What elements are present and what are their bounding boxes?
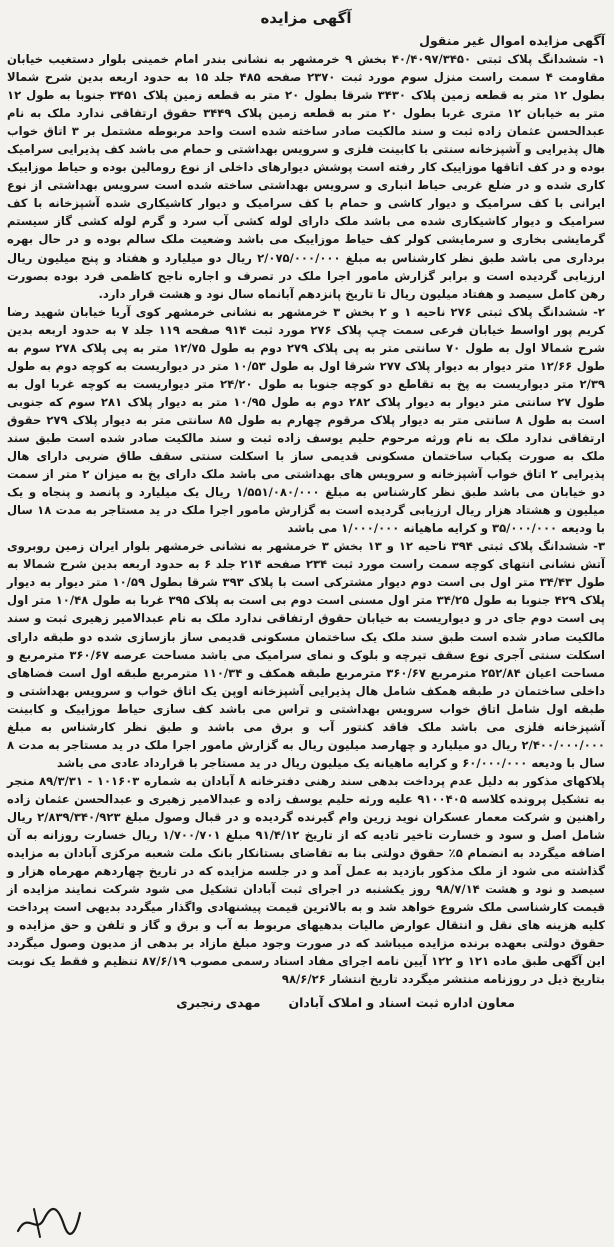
handwritten-signature-icon [14, 1201, 84, 1241]
signature-line [7, 994, 605, 1012]
notice-subtitle: آگهی مزایده اموال غیر منقول [419, 33, 605, 48]
notice-paragraph-2: ۲- ششدانگ پلاک ثبتی ۲۷۶ ناحیه ۱ و ۲ بخش ۳ خرمشهر به نشانی خرمشهر کوی آریا خیابان شهید رضا کریم پور اواسط خیابان فرعی سمت چپ پلاک ۲۷۶ مورد ثبت ۹۱۴ صفحه ۱۱۹ جلد ۷ به حدود اربعه بدین شرح شمالا اول به طول ۷۰ سانتی متر به پی پلاک ۲۷۹ دوم به طول ۱۲/۷۵ متر به پی پلاک ۲۷۸ سوم به طول ۱۲/۶۶ متر دیوار به دیوار پلاک ۲۷۷ شرقا اول به طول ۱۰/۵۳ متر در دیواریست به کوچه دوم به طول ۲/۳۹ متر دیواریست به پخ به تقاطع دو کوچه جنوبا به طول ۲۴/۲۰ متر دیواریست به کوچه غربا اول به طول ۲۷ سانتی متر دیوار به دیوار پلاک ۲۸۲ دوم به طول ۱۰/۹۵ متر به دیوار پلاک ۲۸۱ سوم که جنوبی است به طول ۸ سانتی متر به دیوار پلاک مرقوم چهارم به طول ۸۵ سانتی متر به دیوار پلاک ۲۷۹ حقوق ارتفاقی ندارد ملک به نام ورثه مرحوم حلیم یوسف زاده ثبت و سند مالکیت صادر شده است طبق سند ملک به صورت یکباب ساختمان مسکونی قدیمی ساز با اسکلت سنتی سقف طاق ضربی دارای هال پذیرایی ۲ اتاق خواب آشپزخانه و سرویس های بهداشتی می باشد ملک دارای پخ به میزان ۲ متر از سمت دو خیابان می باشد طبق نظر کارشناس به مبلغ ۱/۵۵۱/۰۸۰/۰۰۰ ریال یک میلیارد و پانصد و پنجاه و یک میلیون و هشتاد هزار ریال ارزیابی گردیده است به گزارش مامور اجرا ملک در ید مستاجر به مدت ۱۸ سال با ودیعه ۳۵/۰۰۰/۰۰۰ و کرایه ماهیانه ۱/۰۰۰/۰۰۰ می باشد [7, 304, 606, 536]
signature-office: معاون اداره ثبت اسناد و املاک آبادان [288, 995, 515, 1011]
notice-paragraph-1: ۱- ششدانگ پلاک ثبتی ۴۰/۴۰۹۷/۳۴۵۰ بخش ۹ خرمشهر به نشانی بندر امام خمینی بلوار دستغیب خیابان مقاومت ۴ سمت راست منزل سوم مورد ثبت ۲۳۷۰ صفحه ۴۸۵ جلد ۱۵ به حدود اربعه بدین شرح شمالا بطول ۱۲ متر به قطعه زمین پلاک ۳۴۳۰ شرقا بطول ۲۰ متر به قطعه زمین پلاک ۳۴۵۱ جنوبا به طول ۱۲ متر به خیابان ۱۲ متری غربا بطول ۲۰ متر به قطعه زمین پلاک ۳۴۴۹ حقوق ارتفاقی ندارد ملک به نام عبدالحسن عثمان زاده ثبت و سند مالکیت صادر ساخته شده است واحد مربوطه مشتمل بر ۳ اتاق خواب هال پذیرایی و آشپزخانه سنتی با کابینت فلزی و سرویس بهداشتی و حمام می باشد کف پذیرایی سرامیک بوده و در کف اتاقها موزاییک کار رفته است پوشش دیوارهای داخلی از نوع رومالین بوده و حیاط موزاییک کاری شده و در ضلع غربی حیاط انباری و سرویس بهداشتی ساخته شده است سرویس بهداشتی از نوع ایرانی با کف سرامیک و دیوار کاشی و حمام با کف سرامیک و دیوار کاشیکاری شده آشپزخانه با کف سرامیک و دیوار کاشیکاری شده می باشد ملک دارای لوله کشی آب سرد و گرم لوله کشی گاز سیستم گرمایشی بخاری و سرمایشی کولر کف حیاط موزاییک می باشد وضعیت ملک سالم بوده و در حال بهره برداری می باشد طبق نظر کارشناس به مبلغ ۲/۰۷۵/۰۰۰/۰۰۰ ریال دو میلیارد و هفتاد و پنج میلیون ریال ارزیابی گردیده است و برابر گزارش مامور اجرا ملک در تصرف و اجاره ناجح کاظمی فرد بوده بصورت رهن کامل سیصد و هفتاد میلیون ریال تا تاریخ پانزدهم آبانماه سال نود و هشت قرار دارد. [7, 52, 606, 301]
notice-title: آگهی مزایده [260, 9, 352, 27]
notice-paragraph-3: ۳- ششدانگ پلاک ثبتی ۳۹۴ ناحیه ۱۲ و ۱۳ بخش ۳ خرمشهر به نشانی خرمشهر بلوار ایران زمین روبروی آتش نشانی انتهای کوچه سمت راست مورد ثبت ۲۳۴ صفحه ۲۱۴ جلد ۶ به حدود اربعه بدین شرح شمالا به طول ۳۴/۴۳ متر اول بی است دوم دیوار مشترکی است با پلاک ۳۹۳ شرقا بطول ۱۰/۵۹ متر دیوار به دیوار پلاک ۴۲۹ جنوبا به طول ۳۴/۲۵ متر اول مسنی است دوم بی است به پلاک ۳۹۵ غربا به طول ۱۰/۴۸ متر اول پی است دوم جای در و دیواریست به خیابان حقوق ارتفاقی ندارد ملک به نام عبدالامیر زهیری ثبت و سند مالکیت صادر شده است طبق سند ملک یک ساختمان مسکونی قدیمی ساز بازسازی شده دو طبقه دارای اسکلت سنتی آجری نوع سقف تیرچه و بلوک و نمای سرامیک می باشد مساحت عرصه ۳۶۰/۶۷ مترمربع و مساحت اعیان ۲۵۲/۸۴ مترمربع ۳۶۰/۶۷ مترمربع طبقه همکف و ۱۱۰/۳۴ مترمربع طبقه اول است فضاهای داخلی ساختمان در طبقه همکف شامل هال پذیرایی آشپزخانه اوپن یک اتاق خواب و سرویس بهداشتی و طبقه اول شامل اتاق خواب سرویس بهداشتی و تراس می باشد کف سازی حیاط موزاییک و کابینت آشپزخانه فلزی می باشد ملک فاقد کنتور آب و برق می باشد و طبق نظر کارشناس به مبلغ ۲/۴۰۰/۰۰۰/۰۰۰ ریال دو میلیارد و چهارصد میلیون ریال به گزارش مامور اجرا ملک در ید مستاجر به مدت ۸ سال با ودیعه ۶۰/۰۰۰/۰۰۰ و کرایه ماهیانه یک میلیون ریال در ید مستاجر با قرارداد عادی می باشد [7, 539, 606, 770]
signature-name: مهدی رنجبری [176, 995, 261, 1011]
notice-paragraph-4: پلاکهای مذکور به دلیل عدم پرداخت بدهی سند رهنی دفترخانه ۸ آبادان به شماره ۱۰۱۶۰۳ - ۸۹/۳/۳۱ منجر به تشکیل پرونده کلاسه ۹۱۰۰۴۰۵ علیه ورثه حلیم یوسف زاده و عبدالامیر زهیری و عبدالحسن عثمان زاده راهنین و شرکت معمار عسکران نوید زرین وام گیرنده گردیده و در قبال وصول مبلغ ۲/۸۳۹/۳۴۰/۹۲۳ ریال شامل اصل و سود و خسارت تاخیر تادیه که از تاریخ ۹۱/۴/۱۲ مبلغ ۱/۷۰۰/۷۰۱ ریال خسارت روزانه به آن اضافه میگردد به انضمام ۵٪ حقوق دولتی بنا به تقاضای بستانکار بانک ملت شعبه مرکزی آبادان به مزایده گذاشته می شود از ملک مذکور بازدید به عمل آمد و در جلسه مزایده که در تاریخ چهاردهم مهرماه هزار و سیصد و نود و هشت ۹۸/۷/۱۴ روز یکشنبه در اجرای ثبت آبادان تشکیل می شود شرکت نمایند مزایده از قیمت کارشناسی ملک شروع خواهد شد و به بالاترین قیمت پیشنهادی واگذار میگردد بدیهی است پرداخت کلیه هزینه های نقل و انتقال عوارض مالیات بدهیهای مربوط به آب و برق و گاز و تلفن و حق مزایده و حقوق دولتی بعهده برنده مزایده میباشد که در صورت وجود مبلغ مازاد بر بدهی از مدیون وصول میگردد این آگهی طبق ماده ۱۲۱ و ۱۲۲ آیین نامه اجرای مفاد اسناد رسمی مصوب ۸۷/۶/۱۹ تنظیم و فقط یک نوبت بتاریخ ذیل در روزنامه منتشر میگردد تاریخ انتشار ۹۸/۶/۲۶ [7, 773, 606, 987]
